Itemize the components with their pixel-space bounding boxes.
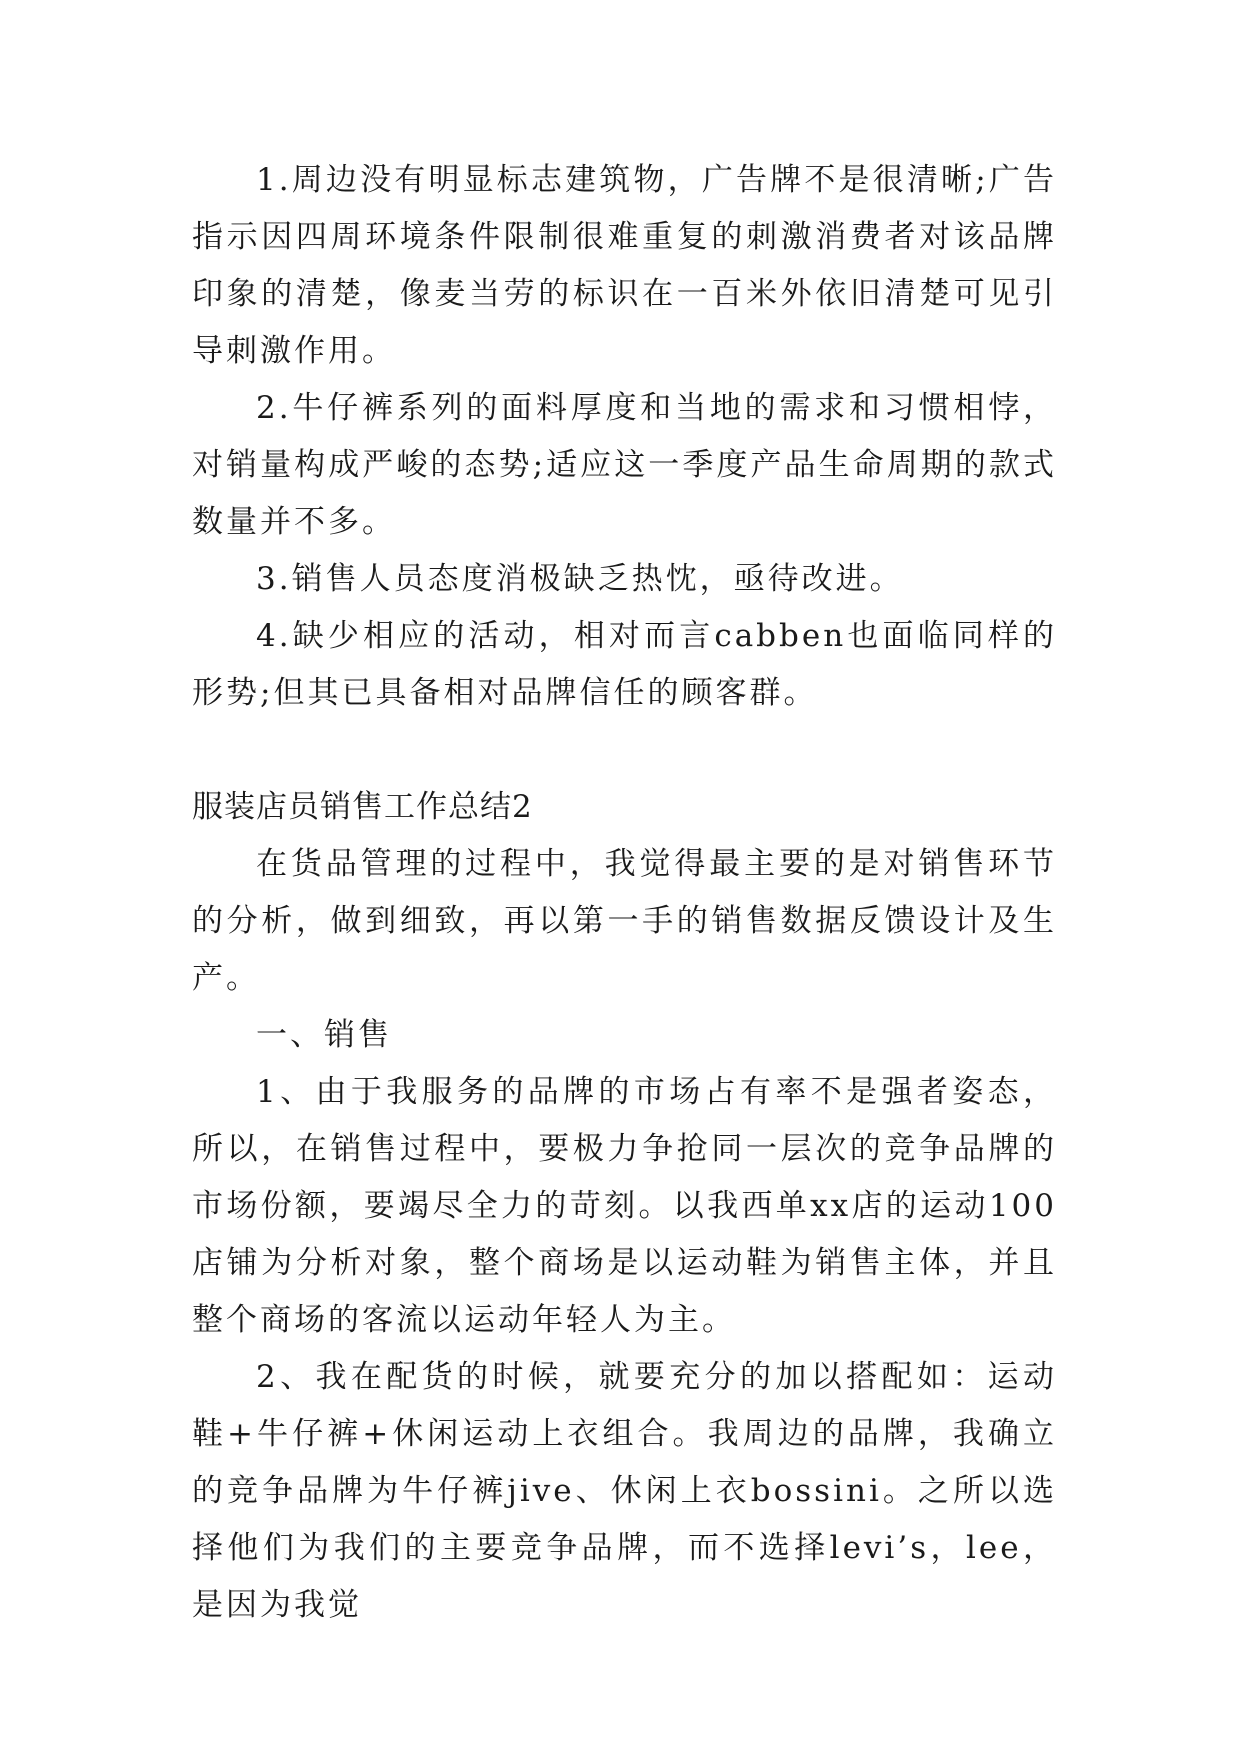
section-title: 服装店员销售工作总结2 [192, 789, 533, 825]
paragraph-lack-of-activities: 4.缺少相应的活动，相对而言cabben也面临同样的形势;但其已具备相对品牌信任的顾客群。 [192, 618, 1057, 711]
document-body [192, 152, 1057, 1634]
paragraph-market-share: 1、由于我服务的品牌的市场占有率不是强者姿态，所以，在销售过程中，要极力争抢同一层次的竞争品牌的市场份额，要竭尽全力的苛刻。以我西单xx店的运动100店铺为分析对象，整个商场是以运动鞋为销售主体，并且整个商场的客流以运动年轻人为主。 [192, 1074, 1057, 1338]
subheading-sales: 一、销售 [256, 1017, 392, 1053]
paragraph-product-matching: 2、我在配货的时候，就要充分的加以搭配如：运动鞋+牛仔裤+休闲运动上衣组合。我周边的品牌，我确立的竞争品牌为牛仔裤jive、休闲上衣bossini。之所以选择他们为我们的主要竞争品牌，而不选择levi’s，lee，是因为我觉 [192, 1359, 1057, 1623]
paragraph-landmark-signage: 1.周边没有明显标志建筑物，广告牌不是很清晰;广告指示因四周环境条件限制很难重复的刺激消费者对该品牌印象的清楚，像麦当劳的标识在一百米外依旧清楚可见引导刺激作用。 [192, 162, 1057, 369]
paragraph-jeans-fabric: 2.牛仔裤系列的面料厚度和当地的需求和习惯相悖，对销量构成严峻的态势;适应这一季度产品生命周期的款式数量并不多。 [192, 390, 1057, 540]
paragraph-sales-staff-attitude: 3.销售人员态度消极缺乏热忱，亟待改进。 [256, 561, 904, 597]
paragraph-goods-management: 在货品管理的过程中，我觉得最主要的是对销售环节的分析，做到细致，再以第一手的销售数据反馈设计及生产。 [192, 846, 1057, 996]
